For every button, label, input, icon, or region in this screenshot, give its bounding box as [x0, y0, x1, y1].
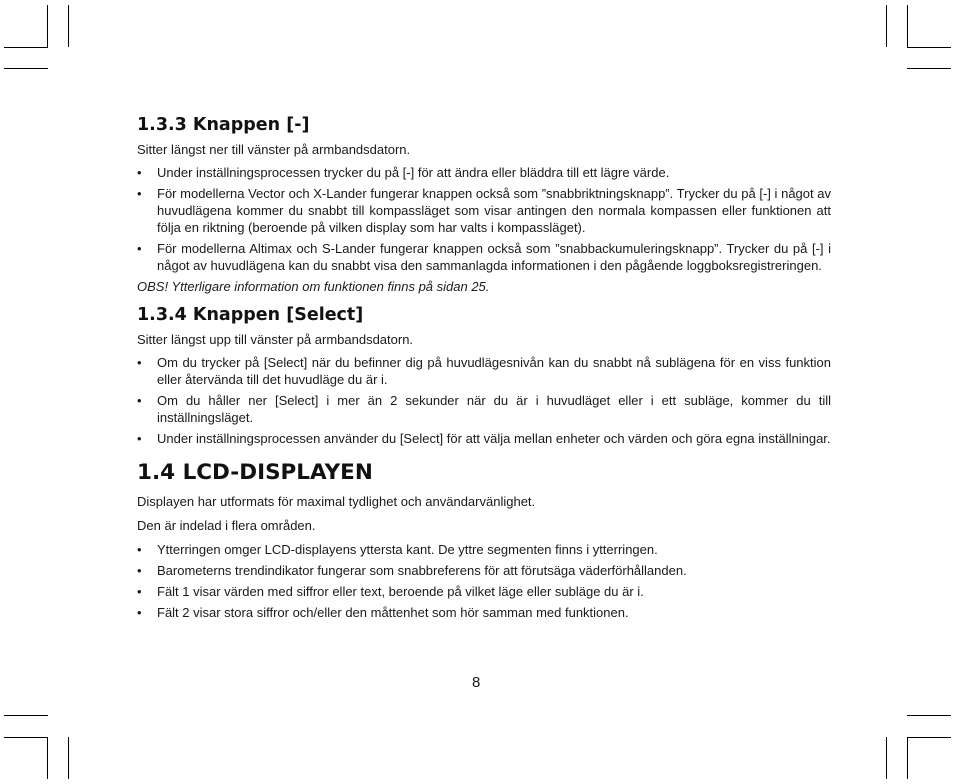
list-item: • Under inställningsprocessen använder du [Select] för att välja mellan enheter och värden och göra egna inställningar. — [137, 430, 831, 447]
list-item: • För modellerna Altimax och S-Lander fungerar knappen också som ”snabbackumuleringsknapp”. Trycker du på [-] i något av huvudlägena kan du snabbt visa den sammanlagda informationen i den pågående loggboksregistreringen. — [137, 240, 831, 274]
crop-mark — [907, 715, 951, 716]
crop-mark — [907, 5, 908, 47]
crop-mark — [4, 47, 48, 48]
crop-mark — [68, 737, 69, 779]
section-lcd-display — [137, 459, 831, 621]
section-heading: 1.4 LCD-DISPLAYEN — [137, 460, 373, 485]
list-item: • Under inställningsprocessen trycker du på [-] för att ändra eller bläddra till ett lägre värde. — [137, 164, 831, 181]
note-text: OBS! Ytterligare information om funktionen finns på sidan 25. — [137, 279, 490, 294]
section-heading: 1.3.3 Knappen [-] — [137, 115, 310, 135]
bullet-list — [137, 541, 831, 621]
crop-mark — [47, 5, 48, 47]
page-content — [137, 113, 831, 621]
list-item: • Fält 1 visar värden med siffror eller text, beroende på vilket läge eller subläge du är i. — [137, 583, 831, 600]
section-intro: Sitter längst upp till vänster på armbandsdatorn. — [137, 332, 414, 347]
crop-mark — [907, 737, 908, 779]
crop-mark — [47, 737, 48, 779]
list-item: • Ytterringen omger LCD-displayens yttersta kant. De yttre segmenten finns i ytterringen. — [137, 541, 831, 558]
list-item: • Fält 2 visar stora siffror och/eller den måttenhet som hör samman med funktionen. — [137, 604, 831, 621]
crop-mark — [4, 715, 48, 716]
crop-mark — [68, 5, 69, 47]
list-item: • Barometerns trendindikator fungerar som snabbreferens för att förutsäga väderförhållanden. — [137, 562, 831, 579]
section-intro: Sitter längst ner till vänster på armbandsdatorn. — [137, 142, 411, 157]
crop-mark — [907, 68, 951, 69]
list-item: • För modellerna Vector och X-Lander fungerar knappen också som ”snabbriktningsknapp”. Trycker du på [-] i något av huvudlägena kommer du snabbt till kompassläget som visar antingen den normala kompassen eller funktionen att följa en riktning (beroende på vilken display som har valts i kompassläget). — [137, 185, 831, 236]
list-item: • Om du trycker på [Select] när du befinner dig på huvudlägesnivån kan du snabbt nå sublägena för en viss funktion eller återvända till det huvudläge du är i. — [137, 354, 831, 388]
crop-mark — [4, 68, 48, 69]
page-number: 8 — [472, 674, 481, 691]
list-item: • Om du håller ner [Select] i mer än 2 sekunder när du är i huvudläget eller i ett subläge, kommer du till inställningsläget. — [137, 392, 831, 426]
crop-mark — [907, 47, 951, 48]
section-knappen-select — [137, 303, 831, 447]
bullet-list — [137, 354, 831, 447]
section-intro: Displayen har utformats för maximal tydlighet och användarvänlighet. — [137, 494, 536, 509]
section-heading: 1.3.4 Knappen [Select] — [137, 305, 364, 325]
bullet-list — [137, 164, 831, 274]
crop-mark — [4, 737, 48, 738]
section-intro: Den är indelad i flera områden. — [137, 518, 316, 533]
crop-mark — [886, 737, 887, 779]
section-knappen-minus — [137, 113, 831, 295]
crop-mark — [886, 5, 887, 47]
crop-mark — [907, 737, 951, 738]
